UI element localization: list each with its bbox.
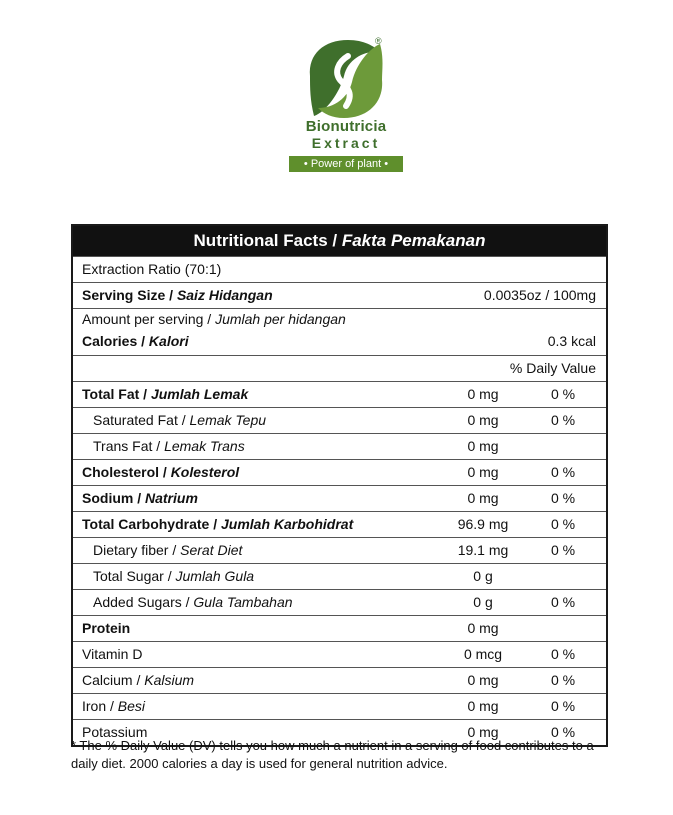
brand-logo: [284, 32, 408, 178]
nutrient-row: [73, 459, 606, 485]
nutrient-row: [73, 511, 606, 537]
nutrient-amount: 0 mg: [467, 672, 499, 688]
nutrient-amount: 0 g: [473, 568, 493, 584]
nutrient-row: [73, 641, 606, 667]
nutrient-row: [73, 537, 606, 563]
nutrient-label-main: Total Carbohydrate /: [82, 516, 221, 532]
nutrient-row: [73, 563, 606, 589]
nutrient-amount: 0 mg: [467, 386, 499, 402]
calories-label-italic: Kalori: [148, 333, 189, 349]
nutrient-label-main: Potassium: [82, 724, 148, 740]
nutrient-daily-value: 0 %: [550, 646, 576, 662]
nutrient-label-italic: Gula Tambahan: [193, 594, 293, 610]
nutrient-label: [82, 694, 145, 719]
nutrient-row: [73, 381, 606, 407]
nutrient-amount: 0 mg: [467, 412, 499, 428]
nutrient-label: [82, 642, 142, 667]
table-title: [73, 226, 606, 256]
nutrient-label-italic: Kalsium: [144, 672, 195, 688]
serving-size-label: [82, 283, 273, 308]
nutrient-label-main: Sodium /: [82, 490, 145, 506]
serving-size-label-main: Serving Size /: [82, 287, 177, 303]
serving-size-value: 0.0035oz / 100mg: [483, 287, 596, 303]
nutrient-daily-value: 0 %: [550, 542, 576, 558]
nutrient-daily-value: 0 %: [550, 464, 576, 480]
nutrient-label-main: Vitamin D: [82, 646, 143, 662]
nutrient-label-main: Total Fat /: [82, 386, 151, 402]
nutrition-facts-table: [71, 224, 608, 747]
nutrient-daily-value: 0 %: [550, 516, 576, 532]
nutrient-amount: 0 mg: [467, 490, 499, 506]
nutrient-amount: 0 mg: [467, 620, 499, 636]
nutrient-label-italic: Kolesterol: [170, 464, 240, 480]
nutrient-label: [82, 382, 248, 407]
nutrient-label-italic: Lemak Trans: [164, 438, 245, 454]
nutrient-label-main: Trans Fat /: [93, 438, 165, 454]
nutrient-amount: 19.1 mg: [457, 542, 509, 558]
daily-value-footnote: * The % Daily Value (DV) tells you how much a nutrient in a serving of food contributes to a daily diet. 2000 calories a day is used for general nutrition advice.: [71, 738, 594, 771]
nutrient-daily-value: 0 %: [550, 672, 576, 688]
nutrient-amount: 0 mg: [467, 464, 499, 480]
nutrient-amount: 0 mg: [467, 698, 499, 714]
nutrient-label: [93, 434, 245, 459]
daily-value-header-row: [73, 355, 606, 381]
calories-label: [82, 330, 189, 352]
nutrient-label: [93, 408, 266, 433]
nutrient-row: [73, 589, 606, 615]
amount-per-serving-main: Amount per serving /: [82, 311, 216, 327]
nutrient-row: [73, 407, 606, 433]
nutrient-rows: [73, 381, 606, 745]
nutrient-row: [73, 485, 606, 511]
amount-per-serving-label: [82, 308, 346, 330]
brand-name-line1: Bionutricia: [305, 118, 387, 135]
nutrient-label-main: Added Sugars /: [93, 594, 194, 610]
nutrient-row: [73, 433, 606, 459]
nutrient-label: [82, 616, 130, 641]
nutrient-label: [93, 538, 242, 563]
nutrient-amount: 0 g: [473, 594, 493, 610]
nutrient-label-italic: Lemak Tepu: [189, 412, 267, 428]
nutrient-label-italic: Jumlah Lemak: [150, 386, 249, 402]
nutrient-label-italic: Jumlah Karbohidrat: [220, 516, 354, 532]
calories-row: [73, 308, 606, 355]
daily-value-header: % Daily Value: [509, 360, 596, 376]
nutrient-row: [73, 693, 606, 719]
nutrient-row: [73, 615, 606, 641]
leaf-logo-icon: [304, 36, 388, 120]
table-title-italic: Fakta Pemakanan: [341, 231, 486, 250]
nutrient-label-main: Protein: [82, 620, 131, 636]
nutrient-daily-value: 0 %: [550, 724, 576, 740]
nutrient-label-main: Dietary fiber /: [93, 542, 181, 558]
nutrient-amount: 0 mg: [467, 438, 499, 454]
nutrient-label-main: Total Sugar /: [93, 568, 176, 584]
nutrient-label: [93, 564, 254, 589]
nutrient-amount: 0 mcg: [463, 646, 503, 662]
nutrient-label: [82, 668, 194, 693]
nutrient-label-main: Cholesterol /: [82, 464, 171, 480]
brand-tagline: • Power of plant •: [289, 156, 403, 172]
nutrient-label: [82, 512, 353, 537]
nutrient-daily-value: 0 %: [550, 412, 576, 428]
table-title-main: Nutritional Facts /: [193, 231, 342, 250]
calories-value: 0.3 kcal: [547, 333, 596, 349]
serving-size-label-italic: Saiz Hidangan: [176, 287, 273, 303]
nutrient-label-main: Calcium /: [82, 672, 145, 688]
nutrient-label-italic: Serat Diet: [180, 542, 243, 558]
nutrient-amount: 96.9 mg: [457, 516, 509, 532]
nutrient-amount: 0 mg: [467, 724, 499, 740]
extraction-ratio-label: Extraction Ratio (70:1): [82, 261, 222, 277]
amount-per-serving-italic: Jumlah per hidangan: [215, 311, 346, 327]
nutrient-label-italic: Jumlah Gula: [175, 568, 255, 584]
nutrient-label-main: Iron /: [82, 698, 118, 714]
nutrient-daily-value: 0 %: [550, 698, 576, 714]
brand-name-line2: Extract: [311, 135, 381, 151]
nutrient-label-italic: Natrium: [145, 490, 198, 506]
nutrient-daily-value: 0 %: [550, 594, 576, 610]
nutrient-daily-value: 0 %: [550, 490, 576, 506]
serving-size-row: [73, 282, 606, 308]
nutrient-label: [82, 486, 198, 511]
nutrient-label: [82, 460, 239, 485]
calories-label-main: Calories /: [82, 333, 149, 349]
nutrient-label-italic: Besi: [117, 698, 146, 714]
registered-mark: ®: [375, 36, 382, 46]
nutrient-row: [73, 667, 606, 693]
nutrient-label: [93, 590, 293, 615]
extraction-ratio-row: [73, 256, 606, 282]
nutrient-label-main: Saturated Fat /: [93, 412, 190, 428]
nutrient-daily-value: 0 %: [550, 386, 576, 402]
